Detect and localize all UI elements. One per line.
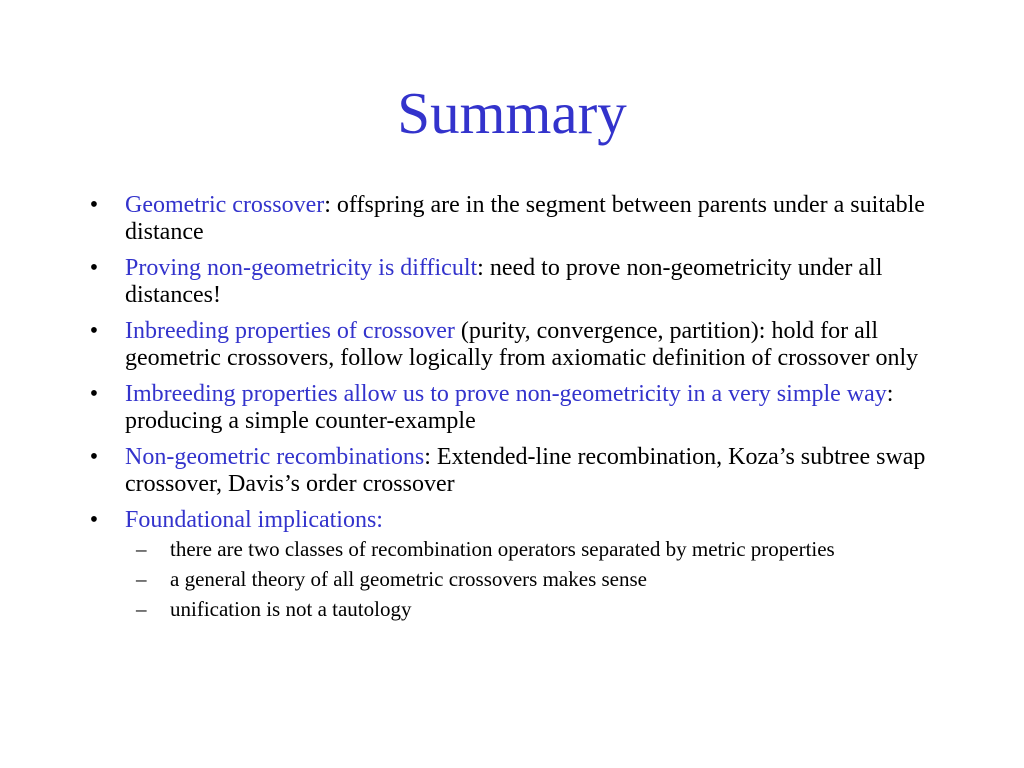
dash-icon: –: [136, 537, 147, 561]
bullet-item-inbreeding-properties: [84, 318, 974, 372]
bullet-icon: •: [89, 444, 99, 470]
bullet-icon: •: [89, 192, 99, 218]
bullet-highlight: Foundational implications:: [125, 507, 383, 533]
dash-icon: –: [136, 597, 147, 621]
bullet-list: [84, 192, 974, 630]
sub-bullet-item: [84, 567, 974, 591]
bullet-highlight: Inbreeding properties of crossover: [125, 318, 455, 344]
bullet-icon: •: [89, 318, 99, 344]
bullet-text: : Extended-line recombination, Koza’s subtree swap crossover, Davis’s order crossover: [125, 444, 926, 497]
bullet-highlight: Proving non-geometricity is difficult: [125, 255, 478, 281]
sub-bullet-item: [84, 537, 974, 561]
bullet-text: : offspring are in the segment between parents under a suitable distance: [125, 192, 925, 245]
sub-bullet-list: [125, 537, 974, 621]
bullet-item-proving-non-geometricity: [84, 255, 974, 309]
bullet-text: : producing a simple counter-example: [125, 381, 894, 434]
sub-bullet-text: unification is not a tautology: [170, 597, 412, 621]
bullet-item-imbreeding-properties: [84, 381, 974, 435]
sub-bullet-text: a general theory of all geometric crossovers makes sense: [170, 567, 647, 591]
bullet-highlight: Non-geometric recombinations: [125, 444, 425, 470]
bullet-icon: •: [89, 255, 99, 281]
sub-bullet-item: [84, 597, 974, 621]
sub-bullet-text: there are two classes of recombination operators separated by metric properties: [170, 537, 835, 561]
bullet-item-foundational-implications: [84, 507, 974, 621]
slide-title: Summary: [397, 80, 627, 146]
bullet-icon: •: [89, 507, 99, 533]
bullet-item-non-geometric-recombinations: [84, 444, 974, 498]
dash-icon: –: [136, 567, 147, 591]
bullet-text: : need to prove non-geometricity under all distances!: [125, 255, 883, 308]
bullet-item-geometric-crossover: [84, 192, 974, 246]
bullet-highlight: Geometric crossover: [125, 192, 325, 218]
bullet-icon: •: [89, 381, 99, 407]
bullet-text: (purity, convergence, partition): hold for all geometric crossovers, follow logically from axiomatic definition of crossover only: [125, 318, 919, 371]
bullet-highlight: Imbreeding properties allow us to prove non-geometricity in a very simple way: [125, 381, 887, 407]
